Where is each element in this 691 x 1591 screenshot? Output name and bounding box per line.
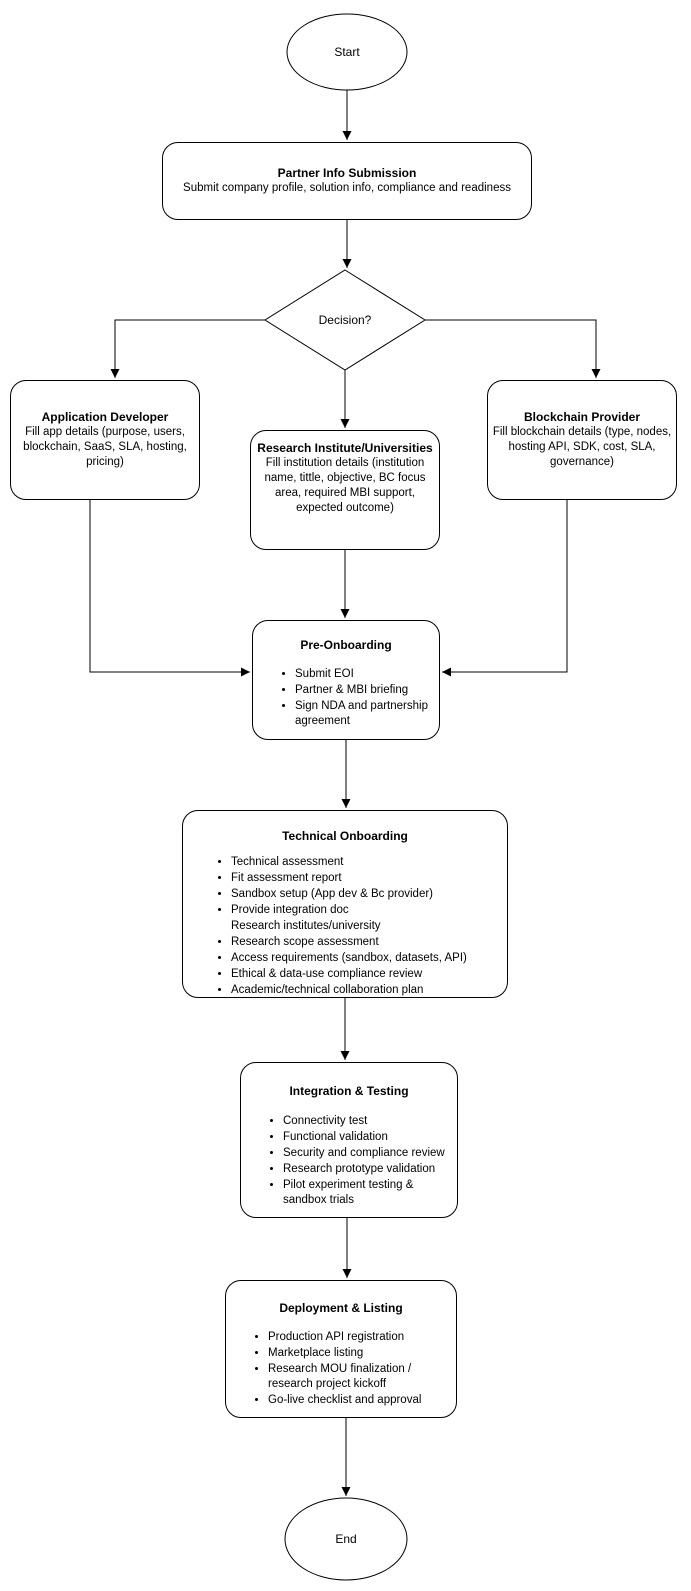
deployment-listing-title: Deployment & Listing [279, 1301, 403, 1315]
list-item: • Go-live checklist and approval [268, 1393, 452, 1408]
list-item: • Marketplace listing [268, 1346, 452, 1361]
list-item: • Research MOU finalization / research project kickoff [268, 1362, 452, 1392]
list-item: • Partner & MBI briefing [295, 683, 435, 698]
blockchain-provider-title: Blockchain Provider [523, 410, 641, 424]
list-item: • Access requirements (sandbox, datasets, API) [231, 951, 503, 966]
list-item: • Technical assessment [231, 855, 503, 870]
list-item: • Sign NDA and partnership agreement [295, 699, 435, 729]
list-item: • Sandbox setup (App dev & Bc provider) [231, 887, 503, 902]
pre-onboarding-list [253, 666, 439, 730]
end-node-label: End [335, 1532, 357, 1546]
technical-onboarding-node [182, 810, 508, 998]
integration-testing-list [241, 1113, 457, 1209]
list-item: • Provide integration doc [231, 903, 503, 918]
integration-testing-node [240, 1062, 458, 1218]
list-item: • Research scope assessment [231, 935, 503, 950]
partner-info-submission-node [162, 142, 532, 220]
deployment-listing-node [225, 1280, 457, 1418]
application-developer-body: Fill app details (purpose, users, blockchain, SaaS, SLA, hosting, pricing) [23, 426, 187, 468]
connector-decision-to-app-developer [115, 320, 265, 378]
deployment-listing-list [226, 1329, 456, 1409]
start-node-label: Start [334, 45, 360, 59]
list-item: • Connectivity test [283, 1114, 453, 1129]
application-developer-title: Application Developer [41, 410, 169, 424]
blockchain-provider-body: Fill blockchain details (type, nodes, hosting API, SDK, cost, SLA, governance) [492, 426, 672, 468]
blockchain-provider-node [487, 380, 677, 500]
pre-onboarding-node [252, 620, 440, 740]
partner-info-title: Partner Info Submission [277, 166, 417, 180]
research-institute-body: Fill institution details (institution name, tittle, objective, BC focus area, required MBI support, expected outcome) [264, 457, 426, 514]
technical-onboarding-title: Technical Onboarding [282, 829, 408, 843]
technical-onboarding-list [183, 854, 507, 999]
list-item: • Security and compliance review [283, 1146, 453, 1161]
pre-onboarding-title: Pre-Onboarding [300, 638, 392, 652]
list-item: • Academic/technical collaboration plan [231, 983, 503, 998]
list-item: • Functional validation [283, 1130, 453, 1145]
research-institute-node [250, 430, 440, 550]
integration-testing-title: Integration & Testing [289, 1084, 409, 1098]
list-item: • Production API registration [268, 1330, 452, 1345]
list-item: • Research prototype validation [283, 1162, 453, 1177]
connector-blockchain-to-pre-onboarding [442, 500, 567, 672]
connector-decision-to-blockchain [425, 320, 596, 378]
research-institute-title: Research Institute/Universities [257, 441, 433, 455]
application-developer-node [10, 380, 200, 500]
list-item: Research institutes/university [231, 920, 381, 932]
list-item: • Submit EOI [295, 667, 435, 682]
list-item: • Pilot experiment testing & sandbox trials [283, 1178, 453, 1208]
list-item: • Ethical & data-use compliance review [231, 967, 503, 982]
connector-app-developer-to-pre-onboarding [90, 500, 250, 672]
partner-info-subtitle: Submit company profile, solution info, compliance and readiness [183, 182, 511, 194]
decision-node-label: Decision? [318, 313, 372, 327]
list-item: • Fit assessment report [231, 871, 503, 886]
